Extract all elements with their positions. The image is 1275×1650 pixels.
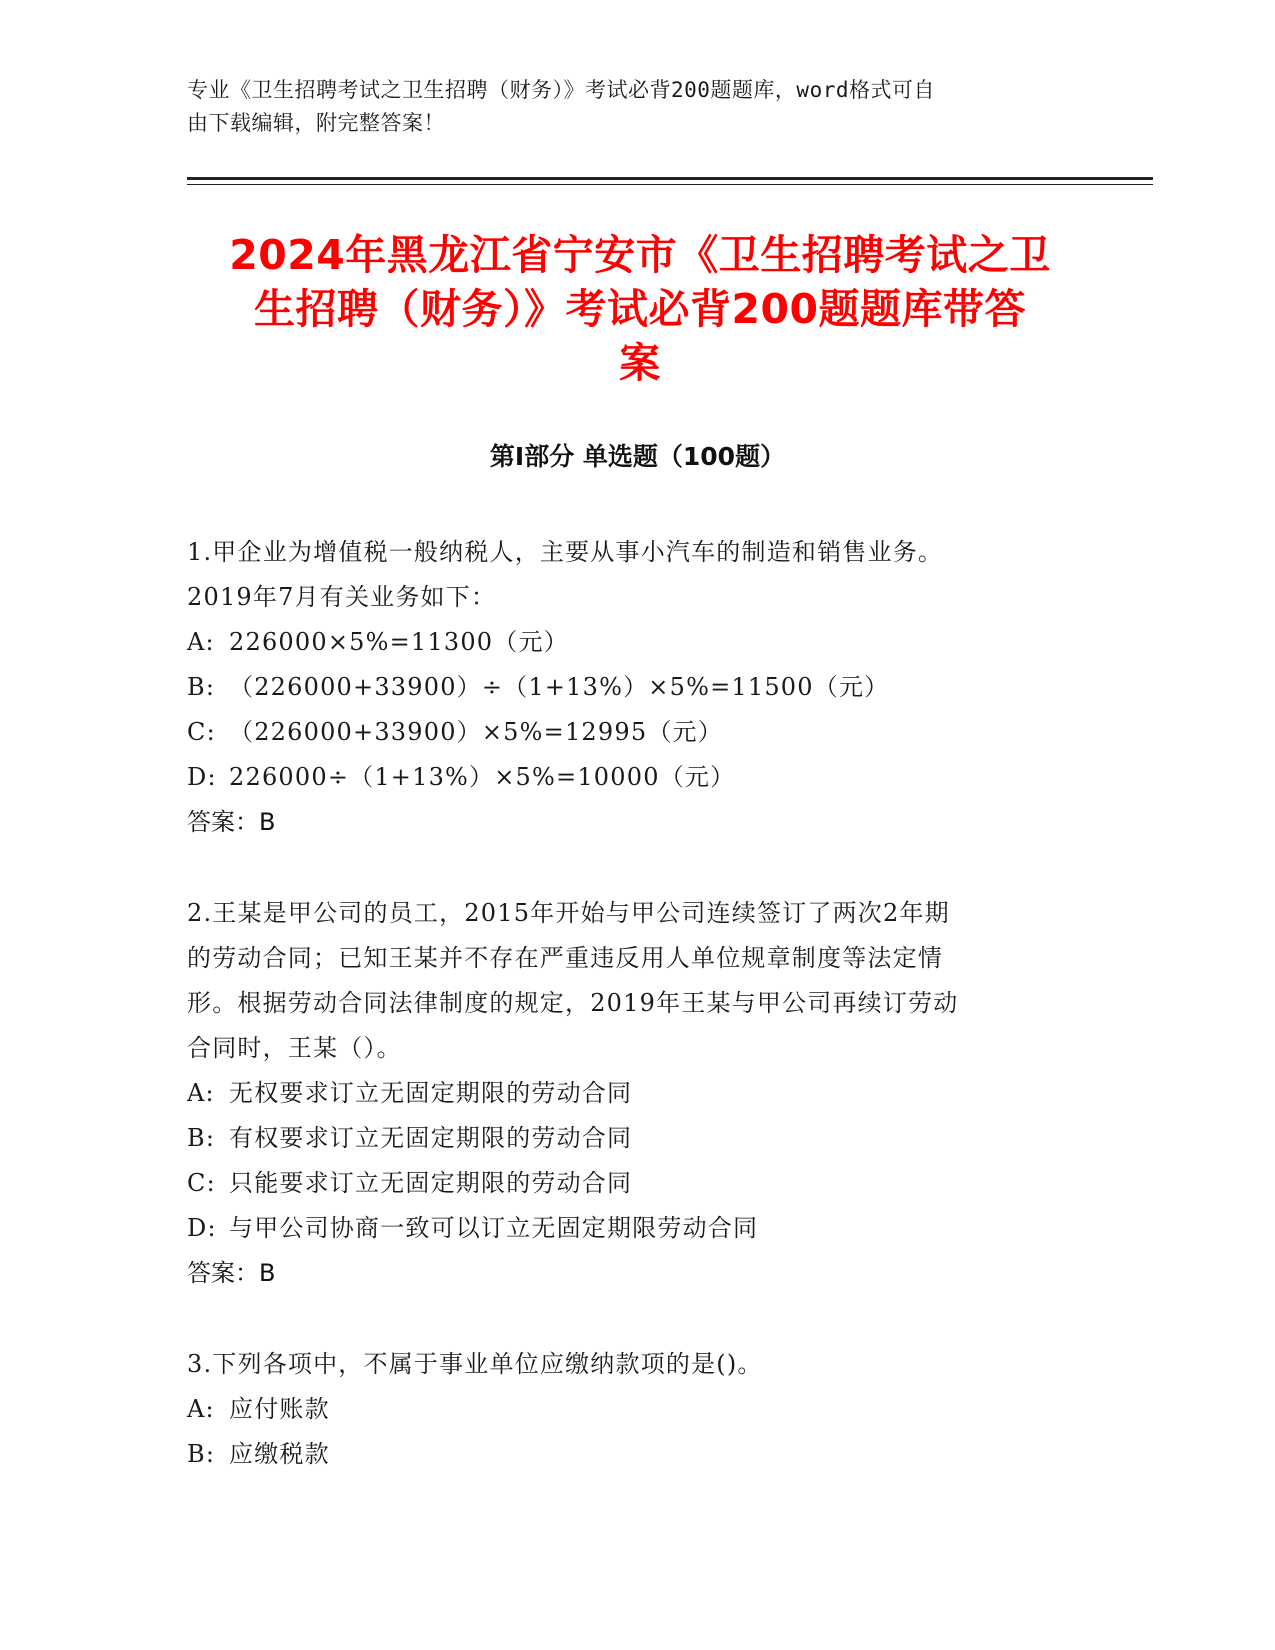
option-letter: A: [187, 628, 215, 656]
document-title [180, 228, 1100, 390]
document-title-line-2: 生招聘（财务）》考试必背200题题库带答 [253, 285, 1027, 333]
option-text: 应付账款 [229, 1395, 330, 1423]
question-2-stem-line-1: 2.王某是甲公司的员工，2015年开始与甲公司连续签订了两次2年期 [187, 899, 950, 927]
question-1-option-c [187, 710, 1087, 755]
question-3-stem-line-1: 3.下列各项中，不属于事业单位应缴纳款项的是()。 [187, 1350, 763, 1378]
question-2 [187, 891, 1087, 1296]
header-note [187, 74, 1087, 140]
option-letter: D: [187, 763, 217, 791]
option-text: （226000+33900）÷（1+13%）×5%=11500（元） [229, 673, 890, 701]
header-note-line-1: 专业《卫生招聘考试之卫生招聘（财务）》考试必背200题题库，word格式可自 [187, 78, 935, 102]
section-heading: 第Ⅰ部分 单选题（100题） [489, 442, 786, 471]
question-2-option-d [187, 1206, 1087, 1251]
option-text: 应缴税款 [229, 1440, 330, 1468]
question-3-option-b [187, 1432, 1087, 1477]
option-text: 与甲公司协商一致可以订立无固定期限劳动合同 [229, 1214, 759, 1242]
question-1-option-b [187, 665, 1087, 710]
option-letter: B: [187, 673, 216, 701]
option-letter: A: [187, 1079, 215, 1107]
option-letter: C: [187, 1169, 216, 1197]
question-2-stem-line-2: 的劳动合同；已知王某并不存在严重违反用人单位规章制度等法定情 [187, 944, 943, 972]
question-3 [187, 1342, 1087, 1477]
option-text: （226000+33900）×5%=12995（元） [229, 718, 723, 746]
option-text: 无权要求订立无固定期限的劳动合同 [229, 1079, 633, 1107]
question-2-stem-line-4: 合同时，王某（）。 [187, 1034, 402, 1062]
question-1-stem-line-2: 2019年7月有关业务如下： [187, 583, 497, 611]
question-1-answer: 答案：B [187, 808, 276, 836]
question-2-option-c [187, 1161, 1087, 1206]
question-2-answer: 答案：B [187, 1259, 276, 1287]
option-text: 226000÷（1+13%）×5%=10000（元） [229, 763, 736, 791]
question-2-option-b [187, 1116, 1087, 1161]
option-text: 只能要求订立无固定期限的劳动合同 [229, 1169, 633, 1197]
option-letter: C: [187, 718, 216, 746]
option-letter: A: [187, 1395, 215, 1423]
question-2-stem-line-3: 形。根据劳动合同法律制度的规定，2019年王某与甲公司再续订劳动 [187, 989, 959, 1017]
header-rule-thin [187, 184, 1153, 185]
question-3-option-a [187, 1387, 1087, 1432]
option-letter: B: [187, 1440, 216, 1468]
document-title-line-1: 2024年黑龙江省宁安市《卫生招聘考试之卫 [229, 231, 1051, 279]
document-title-line-3: 案 [619, 339, 661, 387]
question-1-option-a [187, 620, 1087, 665]
header-note-line-2: 由下载编辑，附完整答案！ [187, 111, 445, 135]
header-rule-thick [187, 177, 1153, 180]
question-1 [187, 530, 1087, 845]
option-text: 226000×5%=11300（元） [229, 628, 569, 656]
option-letter: D: [187, 1214, 217, 1242]
question-1-stem-line-1: 1.甲企业为增值税一般纳税人，主要从事小汽车的制造和销售业务。 [187, 538, 944, 566]
question-list [187, 530, 1087, 1523]
option-letter: B: [187, 1124, 216, 1152]
option-text: 有权要求订立无固定期限的劳动合同 [229, 1124, 633, 1152]
question-2-option-a [187, 1071, 1087, 1116]
question-1-option-d [187, 755, 1087, 800]
